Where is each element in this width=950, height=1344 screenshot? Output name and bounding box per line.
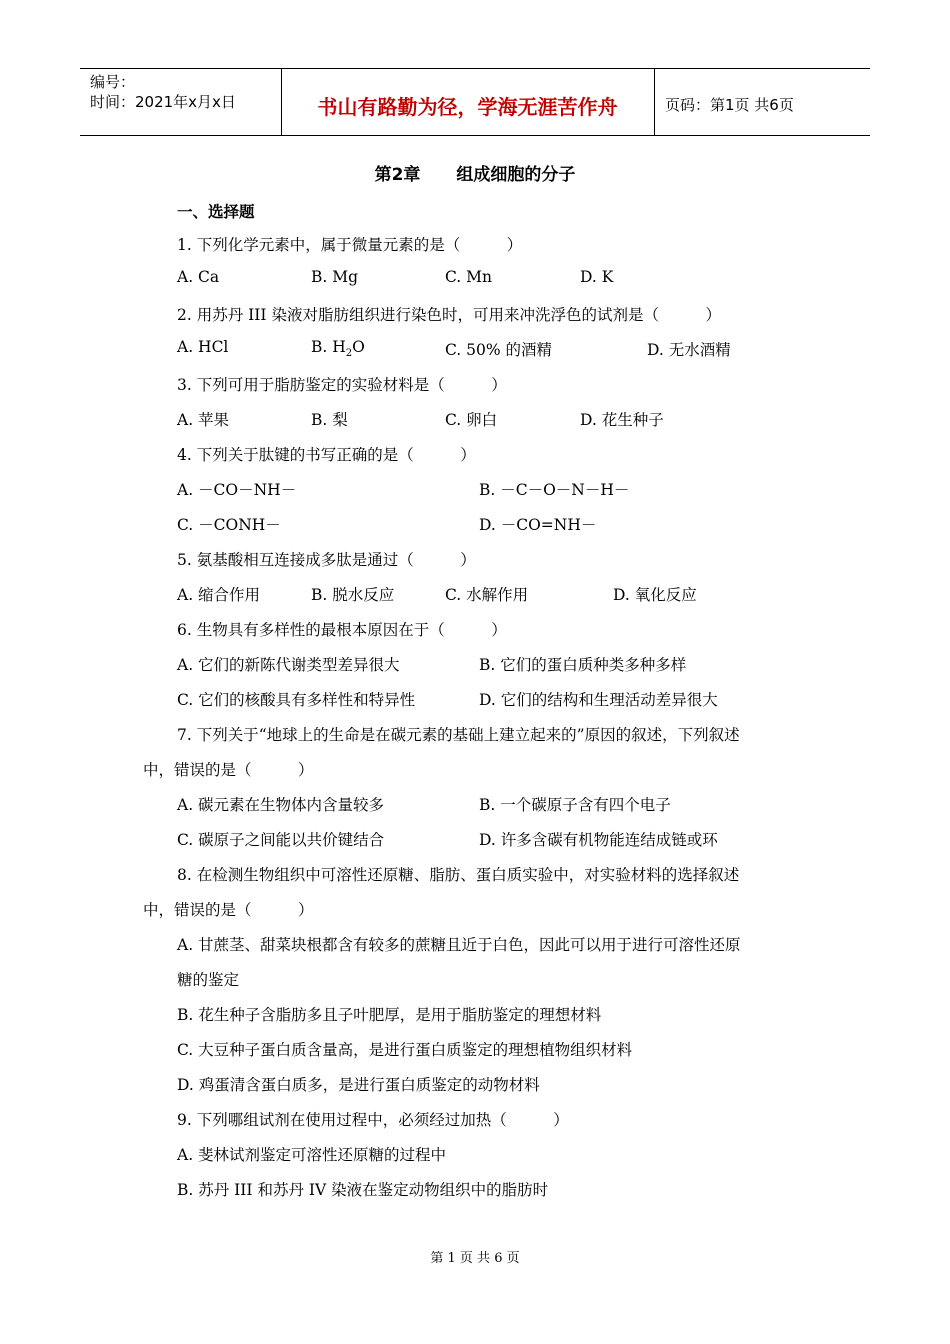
header-meta-cell [80, 69, 282, 135]
option: D. 无水酒精 [647, 341, 731, 359]
option: B. 梨 [311, 411, 348, 429]
option-continued: 糖的鉴定 [177, 971, 240, 989]
option: D. 花生种子 [580, 411, 664, 429]
question-stem: 3. 下列可用于脂肪鉴定的实验材料是（ ） [177, 376, 507, 394]
document-header [80, 68, 870, 136]
section-heading: 一、选择题 [177, 203, 255, 221]
option: A. 斐林试剂鉴定可溶性还原糖的过程中 [177, 1146, 447, 1164]
question-stem: 2. 用苏丹 III 染液对脂肪组织进行染色时，可用来冲洗浮色的试剂是（ ） [177, 306, 721, 324]
option: B. 它们的蛋白质种类多种多样 [479, 656, 687, 674]
option: C. －CONH－ [177, 516, 281, 534]
option: B. 苏丹 III 和苏丹 IV 染液在鉴定动物组织中的脂肪时 [177, 1181, 549, 1199]
option: A. －CO－NH－ [177, 481, 297, 499]
page-footer: 第 1 页 共 6 页 [430, 1251, 520, 1266]
question-stem: 7. 下列关于“地球上的生命是在碳元素的基础上建立起来的”原因的叙述，下列叙述 [177, 726, 740, 744]
option: B. Mg [311, 268, 359, 286]
question-stem-continued: 中，错误的是（ ） [143, 761, 314, 779]
question-stem-continued: 中，错误的是（ ） [143, 901, 314, 919]
option: D. 它们的结构和生理活动差异很大 [479, 691, 718, 709]
question-stem: 1. 下列化学元素中，属于微量元素的是（ ） [177, 236, 523, 254]
question-stem: 4. 下列关于肽键的书写正确的是（ ） [177, 446, 476, 464]
option: C. 卵白 [445, 411, 498, 429]
motto: 书山有路勤为径，学海无涯苦作舟 [317, 95, 618, 119]
chapter-name: 组成细胞的分子 [456, 165, 576, 185]
option: B. 一个碳原子含有四个电子 [479, 796, 671, 814]
question-stem: 5. 氨基酸相互连接成多肽是通过（ ） [177, 551, 476, 569]
option: A. Ca [177, 268, 220, 286]
option: A. 甘蔗茎、甜菜块根都含有较多的蔗糖且近于白色，因此可以用于进行可溶性还原 [177, 936, 741, 954]
option: C. 大豆种子蛋白质含量高，是进行蛋白质鉴定的理想植物组织材料 [177, 1041, 633, 1059]
option: A. 缩合作用 [177, 586, 261, 604]
option: C. Mn [445, 268, 493, 286]
chapter-number: 第2章 [374, 165, 421, 185]
option: C. 水解作用 [445, 586, 529, 604]
header-motto-cell [281, 69, 655, 135]
number-label: 编号： [90, 73, 136, 91]
option: B. －C－O－N－H－ [479, 481, 630, 499]
header-page-cell [655, 69, 870, 135]
option: D. 鸡蛋清含蛋白质多，是进行蛋白质鉴定的动物材料 [177, 1076, 540, 1094]
option: C. 50% 的酒精 [445, 341, 553, 359]
option: D. K [580, 268, 614, 286]
option: C. 它们的核酸具有多样性和特异性 [177, 691, 416, 709]
question-stem: 9. 下列哪组试剂在使用过程中，必须经过加热（ ） [177, 1111, 569, 1129]
option: A. 它们的新陈代谢类型差异很大 [177, 656, 400, 674]
page-info: 页码：第1页 共6页 [665, 96, 794, 114]
option: B. $H_2O$ [311, 338, 365, 360]
option: A. 苹果 [177, 411, 230, 429]
question-stem: 6. 生物具有多样性的最根本原因在于（ ） [177, 621, 507, 639]
option: C. 碳原子之间能以共价键结合 [177, 831, 385, 849]
time-label: 时间：2021年x月x日 [90, 93, 236, 111]
chapter-title [0, 160, 950, 185]
option: D. 氧化反应 [613, 586, 697, 604]
option: A. 碳元素在生物体内含量较多 [177, 796, 385, 814]
option: D. 许多含碳有机物能连结成链或环 [479, 831, 718, 849]
question-stem: 8. 在检测生物组织中可溶性还原糖、脂肪、蛋白质实验中，对实验材料的选择叙述 [177, 866, 740, 884]
option: A. HCl [177, 338, 229, 356]
option: D. －CO=NH－ [479, 516, 597, 534]
option: B. 脱水反应 [311, 586, 395, 604]
option: B. 花生种子含脂肪多且子叶肥厚，是用于脂肪鉴定的理想材料 [177, 1006, 602, 1024]
